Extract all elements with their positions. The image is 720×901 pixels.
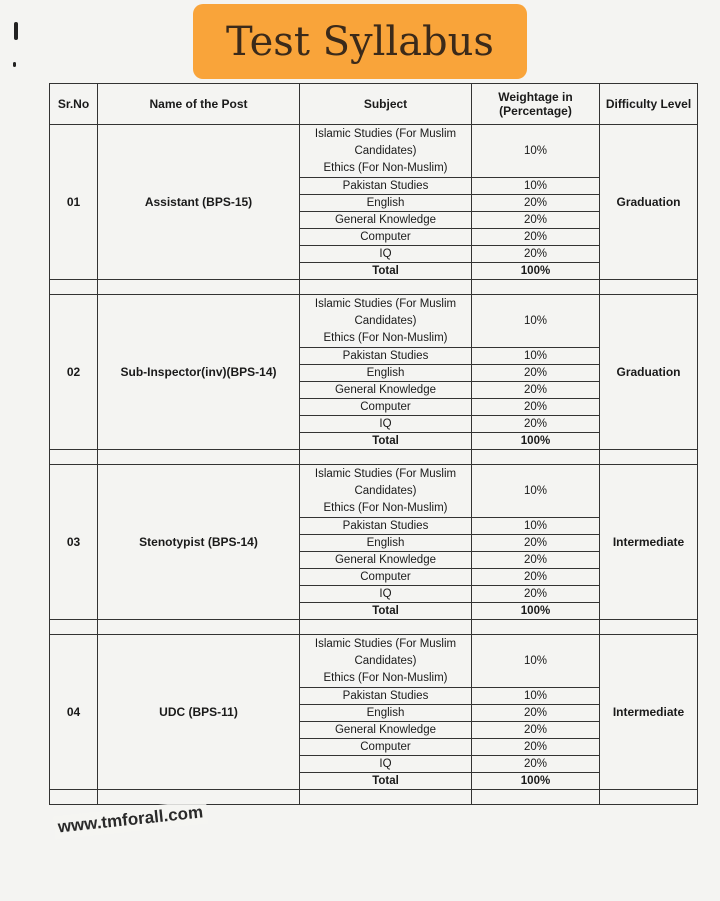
weight-cell: 20% bbox=[472, 552, 600, 569]
weight-cell: 20% bbox=[472, 365, 600, 382]
subject-cell: IQ bbox=[300, 586, 472, 603]
total-weight-cell: 100% bbox=[472, 433, 600, 450]
separator-cell bbox=[472, 280, 600, 295]
weight-cell: 20% bbox=[472, 756, 600, 773]
title-banner bbox=[193, 4, 527, 79]
header-sr: Sr.No bbox=[50, 84, 98, 125]
subject-cell: Computer bbox=[300, 569, 472, 586]
subject-cell: Computer bbox=[300, 739, 472, 756]
separator-cell bbox=[98, 450, 300, 465]
separator-cell bbox=[472, 450, 600, 465]
table-row bbox=[50, 465, 698, 518]
weight-cell: 10% bbox=[472, 465, 600, 518]
table-body bbox=[50, 125, 698, 805]
separator-cell bbox=[50, 450, 98, 465]
subject-cell: Computer bbox=[300, 399, 472, 416]
sr-no-cell: 01 bbox=[50, 125, 98, 280]
subject-cell: Islamic Studies (For Muslim Candidates) Ethics (For Non-Muslim) bbox=[300, 635, 472, 688]
post-name-cell: Stenotypist (BPS-14) bbox=[98, 465, 300, 620]
table-row bbox=[50, 635, 698, 688]
header-post: Name of the Post bbox=[98, 84, 300, 125]
weight-cell: 10% bbox=[472, 688, 600, 705]
scan-mark bbox=[13, 62, 16, 67]
syllabus-table bbox=[49, 83, 698, 805]
sr-no-cell: 02 bbox=[50, 295, 98, 450]
header-row bbox=[50, 84, 698, 125]
page-title: Test Syllabus bbox=[226, 18, 494, 65]
weight-cell: 20% bbox=[472, 382, 600, 399]
subject-cell: English bbox=[300, 195, 472, 212]
subject-cell: Islamic Studies (For Muslim Candidates) Ethics (For Non-Muslim) bbox=[300, 465, 472, 518]
subject-cell: IQ bbox=[300, 246, 472, 263]
separator-cell bbox=[50, 280, 98, 295]
separator-cell bbox=[600, 790, 698, 805]
subject-cell: General Knowledge bbox=[300, 212, 472, 229]
separator-cell bbox=[50, 620, 98, 635]
weight-cell: 10% bbox=[472, 295, 600, 348]
separator-cell bbox=[300, 280, 472, 295]
separator-cell bbox=[50, 790, 98, 805]
separator-cell bbox=[472, 790, 600, 805]
separator-cell bbox=[98, 620, 300, 635]
subject-cell: English bbox=[300, 705, 472, 722]
post-name-cell: Assistant (BPS-15) bbox=[98, 125, 300, 280]
weight-cell: 10% bbox=[472, 635, 600, 688]
weight-cell: 10% bbox=[472, 518, 600, 535]
weight-cell: 20% bbox=[472, 722, 600, 739]
separator-cell bbox=[600, 620, 698, 635]
post-name-cell: UDC (BPS-11) bbox=[98, 635, 300, 790]
separator-row bbox=[50, 620, 698, 635]
sr-no-cell: 03 bbox=[50, 465, 98, 620]
difficulty-level-cell: Intermediate bbox=[600, 635, 698, 790]
subject-cell: Pakistan Studies bbox=[300, 688, 472, 705]
weight-cell: 20% bbox=[472, 739, 600, 756]
watermark: www.tmforall.com bbox=[53, 800, 208, 840]
subject-cell: General Knowledge bbox=[300, 722, 472, 739]
total-label-cell: Total bbox=[300, 603, 472, 620]
subject-cell: Islamic Studies (For Muslim Candidates) Ethics (For Non-Muslim) bbox=[300, 125, 472, 178]
subject-cell: IQ bbox=[300, 416, 472, 433]
difficulty-level-cell: Graduation bbox=[600, 295, 698, 450]
subject-cell: Pakistan Studies bbox=[300, 518, 472, 535]
weight-cell: 20% bbox=[472, 569, 600, 586]
header-weight: Weightage in (Percentage) bbox=[472, 84, 600, 125]
header-level: Difficulty Level bbox=[600, 84, 698, 125]
weight-cell: 20% bbox=[472, 705, 600, 722]
total-label-cell: Total bbox=[300, 263, 472, 280]
weight-cell: 20% bbox=[472, 535, 600, 552]
subject-cell: Islamic Studies (For Muslim Candidates) Ethics (For Non-Muslim) bbox=[300, 295, 472, 348]
difficulty-level-cell: Intermediate bbox=[600, 465, 698, 620]
separator-cell bbox=[600, 450, 698, 465]
table-row bbox=[50, 125, 698, 178]
separator-cell bbox=[300, 790, 472, 805]
total-weight-cell: 100% bbox=[472, 263, 600, 280]
header-subject: Subject bbox=[300, 84, 472, 125]
separator-row bbox=[50, 280, 698, 295]
weight-cell: 20% bbox=[472, 586, 600, 603]
subject-cell: Pakistan Studies bbox=[300, 348, 472, 365]
subject-cell: General Knowledge bbox=[300, 552, 472, 569]
total-weight-cell: 100% bbox=[472, 773, 600, 790]
separator-cell bbox=[300, 620, 472, 635]
weight-cell: 20% bbox=[472, 195, 600, 212]
weight-cell: 20% bbox=[472, 399, 600, 416]
total-weight-cell: 100% bbox=[472, 603, 600, 620]
weight-cell: 20% bbox=[472, 246, 600, 263]
subject-cell: Computer bbox=[300, 229, 472, 246]
weight-cell: 10% bbox=[472, 125, 600, 178]
separator-cell bbox=[300, 450, 472, 465]
weight-cell: 10% bbox=[472, 178, 600, 195]
sr-no-cell: 04 bbox=[50, 635, 98, 790]
weight-cell: 10% bbox=[472, 348, 600, 365]
subject-cell: General Knowledge bbox=[300, 382, 472, 399]
subject-cell: English bbox=[300, 365, 472, 382]
total-label-cell: Total bbox=[300, 773, 472, 790]
post-name-cell: Sub-Inspector(inv)(BPS-14) bbox=[98, 295, 300, 450]
separator-row bbox=[50, 790, 698, 805]
table-row bbox=[50, 295, 698, 348]
separator-cell bbox=[472, 620, 600, 635]
separator-cell bbox=[98, 280, 300, 295]
subject-cell: English bbox=[300, 535, 472, 552]
subject-cell: Pakistan Studies bbox=[300, 178, 472, 195]
scan-mark bbox=[14, 22, 18, 40]
weight-cell: 20% bbox=[472, 212, 600, 229]
difficulty-level-cell: Graduation bbox=[600, 125, 698, 280]
weight-cell: 20% bbox=[472, 229, 600, 246]
total-label-cell: Total bbox=[300, 433, 472, 450]
separator-cell bbox=[600, 280, 698, 295]
weight-cell: 20% bbox=[472, 416, 600, 433]
subject-cell: IQ bbox=[300, 756, 472, 773]
separator-row bbox=[50, 450, 698, 465]
